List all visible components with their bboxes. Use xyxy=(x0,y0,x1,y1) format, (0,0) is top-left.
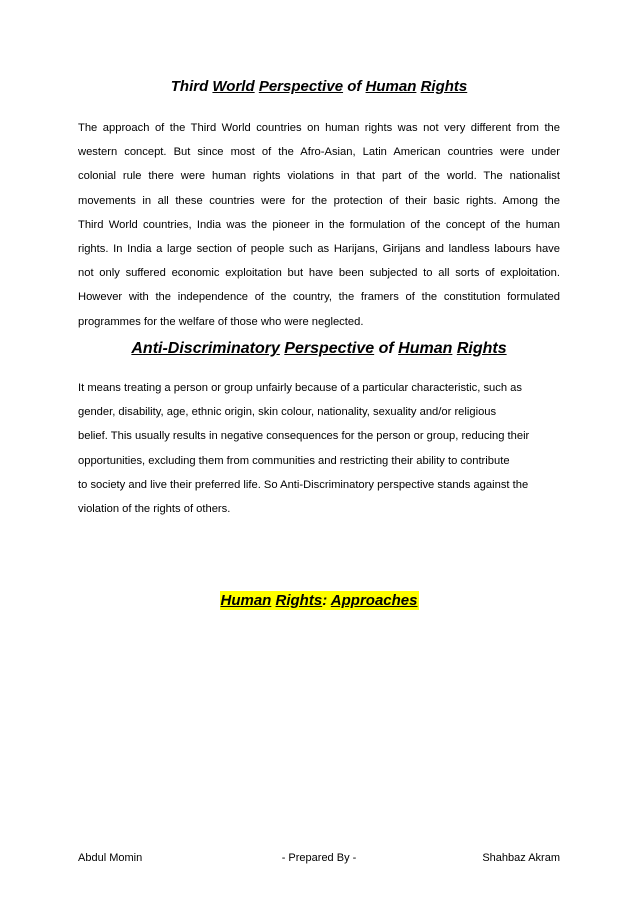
heading-word: Human xyxy=(398,340,453,357)
paragraph-line: The approach of the Third World countries on human rights was not very different from the xyxy=(78,122,560,134)
highlighted-heading: Human Rights: Approaches xyxy=(220,592,418,609)
footer-author-left: Abdul Momin xyxy=(78,852,143,864)
heading-word: Third xyxy=(170,78,209,95)
paragraph-line: It means treating a person or group unfairly because of a particular characteristic, such as xyxy=(78,382,522,394)
paragraph-anti-discriminatory xyxy=(78,376,560,521)
paragraph-line: colonial rule there were human rights violations in that part of the world. The nationalist xyxy=(78,170,560,183)
footer-author-right: Shahbaz Akram xyxy=(482,852,560,864)
heading-word: Rights xyxy=(275,592,323,609)
heading-word: Rights xyxy=(420,78,468,95)
paragraph-line: rights. In India a large section of people such as Harijans, Girijans and landless labours have xyxy=(78,243,560,256)
paragraph-line: western concept. But since most of the Afro-Asian, Latin American countries were under xyxy=(78,146,560,159)
paragraph-line: Third World countries, India was the pioneer in the formulation of the concept of the human xyxy=(78,218,560,231)
paragraph-line: not only suffered economic exploitation but have been subjected to all sorts of exploitation. xyxy=(78,267,560,280)
paragraph-line: to society and live their preferred life. So Anti-Discriminatory perspective stands against the xyxy=(78,478,529,491)
paragraph-line: violation of the rights of others. xyxy=(78,503,231,516)
paragraph-line: belief. This usually results in negative consequences for the person or group, reducing their xyxy=(78,430,530,443)
heading-anti-discriminatory-perspective: Anti-Discriminatory Perspective of Human Rights xyxy=(131,340,507,357)
footer-prepared-by: - Prepared By - xyxy=(281,852,357,864)
heading-word: Perspective xyxy=(284,340,375,357)
paragraph-line: opportunities, excluding them from communities and restricting their ability to contribute xyxy=(78,454,510,467)
heading-word: Human xyxy=(220,592,272,609)
paragraph-third-world xyxy=(78,116,560,334)
heading-word: Human xyxy=(365,78,417,95)
heading-word: Anti-Discriminatory xyxy=(131,340,280,357)
heading-third-world-perspective: Third World Perspective of Human Rights xyxy=(170,78,468,95)
heading-word: Rights xyxy=(456,340,507,357)
heading-word: World xyxy=(212,78,255,95)
heading-word: Perspective xyxy=(258,78,344,95)
paragraph-line: gender, disability, age, ethnic origin, skin colour, nationality, sexuality and/or religious xyxy=(78,406,497,419)
paragraph-line: However with the independence of the country, the framers of the constitution formulated xyxy=(78,291,560,304)
heading-human-rights-approaches xyxy=(0,592,638,609)
paragraph-line: programmes for the welfare of those who were neglected. xyxy=(78,315,364,328)
heading-word: Approaches xyxy=(330,592,418,609)
paragraph-line: movements in all these countries were for the protection of their basic rights. Among the xyxy=(78,194,560,207)
page-footer xyxy=(78,852,560,866)
